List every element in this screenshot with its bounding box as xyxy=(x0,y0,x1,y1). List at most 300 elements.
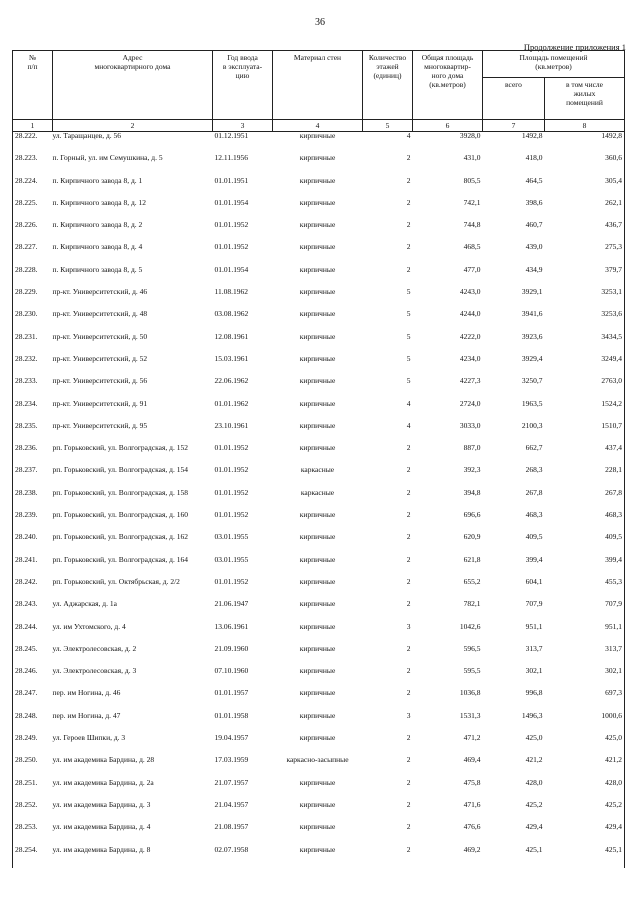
row-total-area: 744,8 xyxy=(463,220,481,230)
row-number: 28.245. xyxy=(13,645,53,667)
row-year: 01.01.1952 xyxy=(214,443,249,453)
row-number: 28.229. xyxy=(13,288,53,310)
row-number: 28.226. xyxy=(13,221,53,243)
table-row xyxy=(13,578,625,600)
row-address: рп. Горьковский, ул. Волгоградская, д. 158 xyxy=(52,487,188,497)
table-row xyxy=(13,823,625,845)
row-number: 28.251. xyxy=(13,779,53,801)
row-premises-residential: 302,1 xyxy=(545,667,625,689)
row-floors: 2 xyxy=(406,153,411,163)
row-material: кирпичные xyxy=(299,131,336,140)
row-material: кирпичные xyxy=(299,264,336,274)
row-material: кирпичные xyxy=(299,353,336,363)
row-premises-residential: 1492,8 xyxy=(545,132,625,155)
row-total-area: 3033,0 xyxy=(459,420,481,430)
row-premises-residential: 3253,1 xyxy=(545,288,625,310)
row-material: кирпичные xyxy=(299,777,336,787)
table-row xyxy=(13,511,625,533)
row-number: 28.243. xyxy=(13,600,53,622)
row-total-area: 782,1 xyxy=(463,599,481,609)
row-address: ул. им академика Бардина, д. 8 xyxy=(52,844,151,854)
row-total-area: 621,8 xyxy=(463,554,481,564)
table-row xyxy=(13,846,625,868)
row-floors: 2 xyxy=(406,844,411,854)
row-premises-all: 439,0 xyxy=(525,242,543,252)
row-premises-all: 428,0 xyxy=(525,777,543,787)
table-row xyxy=(13,466,625,488)
row-material: кирпичные xyxy=(299,197,336,207)
row-total-area: 1036,8 xyxy=(459,688,481,698)
row-total-area: 471,2 xyxy=(463,733,481,743)
row-premises-residential: 1510,7 xyxy=(545,422,625,444)
row-total-area: 471,6 xyxy=(463,799,481,809)
row-address: пр-кт. Университетский, д. 56 xyxy=(52,376,148,386)
row-floors: 2 xyxy=(406,688,411,698)
row-floors: 5 xyxy=(406,353,411,363)
row-total-area: 655,2 xyxy=(463,576,481,586)
row-material: кирпичные xyxy=(299,420,336,430)
table-row xyxy=(13,645,625,667)
row-floors: 4 xyxy=(406,398,411,408)
row-premises-all: 425,2 xyxy=(525,799,543,809)
row-floors: 2 xyxy=(406,487,411,497)
table-row xyxy=(13,623,625,645)
row-material: кирпичные xyxy=(299,153,336,163)
row-year: 01.01.1957 xyxy=(214,688,249,698)
row-premises-all: 3929,1 xyxy=(521,287,543,297)
column-number: 7 xyxy=(483,120,545,132)
row-material: кирпичные xyxy=(299,443,336,453)
row-year: 03.01.1955 xyxy=(214,532,249,542)
row-year: 03.01.1955 xyxy=(214,554,249,564)
row-total-area: 887,0 xyxy=(463,443,481,453)
row-year: 21.08.1957 xyxy=(214,822,249,832)
row-address: рп. Горьковский, ул. Октябрьская, д. 2/2 xyxy=(52,576,180,586)
row-address: п. Горный, ул. им Семушкина, д. 5 xyxy=(52,153,163,163)
table-row xyxy=(13,400,625,422)
row-premises-all: 1496,3 xyxy=(521,710,543,720)
column-number: 1 xyxy=(13,120,53,132)
row-number: 28.225. xyxy=(13,199,53,221)
table-row xyxy=(13,243,625,265)
table-row xyxy=(13,734,625,756)
row-floors: 2 xyxy=(406,197,411,207)
row-premises-all: 267,8 xyxy=(525,487,543,497)
row-year: 11.08.1962 xyxy=(214,287,248,297)
row-premises-residential: 3434,5 xyxy=(545,333,625,355)
row-premises-all: 707,9 xyxy=(525,599,543,609)
row-premises-residential: 421,2 xyxy=(545,756,625,778)
row-floors: 2 xyxy=(406,465,411,475)
row-number: 28.253. xyxy=(13,823,53,845)
row-year: 01.01.1962 xyxy=(214,398,249,408)
table-body xyxy=(13,132,625,868)
row-number: 28.232. xyxy=(13,355,53,377)
row-floors: 2 xyxy=(406,510,411,520)
row-material: кирпичные xyxy=(299,398,336,408)
row-floors: 3 xyxy=(406,710,411,720)
row-number: 28.240. xyxy=(13,533,53,555)
row-material: кирпичные xyxy=(299,844,336,854)
row-premises-all: 268,3 xyxy=(525,465,543,475)
row-address: п. Кирпичного завода 8, д. 1 xyxy=(52,175,143,185)
row-year: 01.12.1951 xyxy=(214,131,249,140)
table-row xyxy=(13,712,625,734)
row-address: ул. им академика Бардина, д. 4 xyxy=(52,822,151,832)
row-total-area: 742,1 xyxy=(463,197,481,207)
row-material: кирпичные xyxy=(299,576,336,586)
row-number: 28.224. xyxy=(13,177,53,199)
table-row xyxy=(13,689,625,711)
row-material: кирпичные xyxy=(299,554,336,564)
row-premises-residential: 1524,2 xyxy=(545,400,625,422)
row-floors: 2 xyxy=(406,175,411,185)
row-total-area: 431,0 xyxy=(463,153,481,163)
row-address: п. Кирпичного завода 8, д. 2 xyxy=(52,220,143,230)
row-floors: 2 xyxy=(406,755,411,765)
row-number: 28.237. xyxy=(13,466,53,488)
row-premises-all: 398,6 xyxy=(525,197,543,207)
row-premises-all: 421,2 xyxy=(525,755,543,765)
row-year: 01.01.1952 xyxy=(214,487,249,497)
row-year: 01.01.1952 xyxy=(214,510,249,520)
row-material: каркасно-засыпные xyxy=(286,755,349,765)
continuation-label: Продолжение приложения 1 xyxy=(523,42,626,52)
row-year: 13.06.1961 xyxy=(214,621,249,631)
row-year: 23.10.1961 xyxy=(214,420,249,430)
row-number: 28.247. xyxy=(13,689,53,711)
table-row xyxy=(13,355,625,377)
column-number-row xyxy=(13,120,625,132)
header-no: № п/п xyxy=(13,51,53,120)
row-total-area: 477,0 xyxy=(463,264,481,274)
row-floors: 4 xyxy=(406,420,411,430)
row-material: каркасные xyxy=(300,465,335,475)
row-floors: 5 xyxy=(406,309,411,319)
row-total-area: 4222,0 xyxy=(459,331,481,341)
row-year: 22.06.1962 xyxy=(214,376,249,386)
header-year: Год ввода в эксплуата- цию xyxy=(213,51,273,120)
row-year: 12.11.1956 xyxy=(214,153,248,163)
row-year: 21.04.1957 xyxy=(214,799,249,809)
row-premises-all: 425,0 xyxy=(525,733,543,743)
row-total-area: 4234,0 xyxy=(459,353,481,363)
row-total-area: 2724,0 xyxy=(459,398,481,408)
column-number: 8 xyxy=(545,120,625,132)
table-row xyxy=(13,310,625,332)
row-floors: 2 xyxy=(406,799,411,809)
row-address: пр-кт. Университетский, д. 46 xyxy=(52,287,148,297)
row-floors: 2 xyxy=(406,242,411,252)
row-number: 28.242. xyxy=(13,578,53,600)
row-total-area: 620,9 xyxy=(463,532,481,542)
row-floors: 2 xyxy=(406,666,411,676)
row-premises-all: 1492,8 xyxy=(521,131,543,140)
table-row xyxy=(13,801,625,823)
row-address: ул. Электролесовская, д. 2 xyxy=(52,643,137,653)
row-premises-all: 1963,5 xyxy=(521,398,543,408)
row-premises-all: 429,4 xyxy=(525,822,543,832)
row-premises-residential: 262,1 xyxy=(545,199,625,221)
row-floors: 5 xyxy=(406,376,411,386)
table-row xyxy=(13,333,625,355)
row-total-area: 1042,6 xyxy=(459,621,481,631)
row-number: 28.248. xyxy=(13,712,53,734)
row-address: рп. Горьковский, ул. Волгоградская, д. 152 xyxy=(52,443,188,453)
row-number: 28.227. xyxy=(13,243,53,265)
row-premises-residential: 697,3 xyxy=(545,689,625,711)
row-year: 17.03.1959 xyxy=(214,755,249,765)
row-year: 01.01.1952 xyxy=(214,465,249,475)
row-address: п. Кирпичного завода 8, д. 5 xyxy=(52,264,143,274)
row-premises-all: 662,7 xyxy=(525,443,543,453)
table-row xyxy=(13,600,625,622)
row-number: 28.235. xyxy=(13,422,53,444)
row-material: кирпичные xyxy=(299,532,336,542)
row-material: кирпичные xyxy=(299,331,336,341)
row-year: 12.08.1961 xyxy=(214,331,249,341)
row-premises-residential: 2763,0 xyxy=(545,377,625,399)
row-premises-residential: 379,7 xyxy=(545,266,625,288)
row-address: пр-кт. Университетский, д. 48 xyxy=(52,309,148,319)
row-total-area: 3928,0 xyxy=(459,131,481,140)
row-premises-residential: 313,7 xyxy=(545,645,625,667)
header-premises-area: Площадь помещений (кв.метров) xyxy=(483,51,625,78)
row-total-area: 1531,3 xyxy=(459,710,481,720)
row-premises-all: 418,0 xyxy=(525,153,543,163)
row-premises-residential: 1000,6 xyxy=(545,712,625,734)
row-total-area: 4227,3 xyxy=(459,376,481,386)
page-number: 36 xyxy=(315,17,325,28)
row-year: 15.03.1961 xyxy=(214,353,249,363)
row-year: 02.07.1958 xyxy=(214,844,249,854)
row-floors: 2 xyxy=(406,532,411,542)
row-premises-all: 604,1 xyxy=(525,576,543,586)
row-year: 01.01.1954 xyxy=(214,197,249,207)
row-floors: 2 xyxy=(406,599,411,609)
row-address: ул. Аджарская, д. 1а xyxy=(52,599,117,609)
row-year: 07.10.1960 xyxy=(214,666,249,676)
row-premises-residential: 267,8 xyxy=(545,489,625,511)
row-premises-all: 313,7 xyxy=(525,643,543,653)
row-total-area: 475,8 xyxy=(463,777,481,787)
row-total-area: 4244,0 xyxy=(459,309,481,319)
row-number: 28.223. xyxy=(13,154,53,176)
row-material: каркасные xyxy=(300,487,335,497)
row-number: 28.238. xyxy=(13,489,53,511)
row-floors: 2 xyxy=(406,554,411,564)
table-row xyxy=(13,779,625,801)
row-floors: 5 xyxy=(406,287,411,297)
row-address: пр-кт. Университетский, д. 95 xyxy=(52,420,148,430)
row-premises-all: 3250,7 xyxy=(521,376,543,386)
row-floors: 2 xyxy=(406,576,411,586)
row-material: кирпичные xyxy=(299,733,336,743)
row-address: п. Кирпичного завода 8, д. 4 xyxy=(52,242,143,252)
table-row xyxy=(13,199,625,221)
row-premises-all: 399,4 xyxy=(525,554,543,564)
row-year: 01.01.1952 xyxy=(214,220,249,230)
row-total-area: 805,5 xyxy=(463,175,481,185)
row-floors: 4 xyxy=(406,131,411,140)
row-premises-residential: 360,6 xyxy=(545,154,625,176)
table-row xyxy=(13,489,625,511)
row-number: 28.250. xyxy=(13,756,53,778)
table-row xyxy=(13,177,625,199)
row-total-area: 696,6 xyxy=(463,510,481,520)
row-material: кирпичные xyxy=(299,621,336,631)
table-row xyxy=(13,533,625,555)
row-material: кирпичные xyxy=(299,710,336,720)
row-number: 28.228. xyxy=(13,266,53,288)
row-number: 28.249. xyxy=(13,734,53,756)
row-material: кирпичные xyxy=(299,822,336,832)
row-premises-residential: 707,9 xyxy=(545,600,625,622)
column-number: 5 xyxy=(363,120,413,132)
row-premises-residential: 228,1 xyxy=(545,466,625,488)
row-premises-all: 464,5 xyxy=(525,175,543,185)
row-premises-all: 434,9 xyxy=(525,264,543,274)
table-row xyxy=(13,377,625,399)
row-material: кирпичные xyxy=(299,287,336,297)
row-premises-residential: 305,4 xyxy=(545,177,625,199)
row-year: 21.07.1957 xyxy=(214,777,249,787)
column-number: 2 xyxy=(53,120,213,132)
row-number: 28.236. xyxy=(13,444,53,466)
row-address: ул. им академика Бардина, д. 3 xyxy=(52,799,151,809)
table-row xyxy=(13,132,625,155)
row-total-area: 595,5 xyxy=(463,666,481,676)
row-year: 03.08.1962 xyxy=(214,309,249,319)
row-total-area: 469,4 xyxy=(463,755,481,765)
row-premises-all: 2100,3 xyxy=(521,420,543,430)
row-material: кирпичные xyxy=(299,599,336,609)
row-total-area: 4243,0 xyxy=(459,287,481,297)
column-number: 4 xyxy=(273,120,363,132)
row-address: пр-кт. Университетский, д. 50 xyxy=(52,331,148,341)
table-row xyxy=(13,221,625,243)
row-premises-residential: 3249,4 xyxy=(545,355,625,377)
row-total-area: 468,5 xyxy=(463,242,481,252)
row-address: пр-кт. Университетский, д. 52 xyxy=(52,353,148,363)
table-row xyxy=(13,154,625,176)
row-number: 28.233. xyxy=(13,377,53,399)
row-material: кирпичные xyxy=(299,376,336,386)
column-number: 6 xyxy=(413,120,483,132)
row-number: 28.252. xyxy=(13,801,53,823)
row-address: ул. им академика Бардина, д. 2а xyxy=(52,777,154,787)
header-address: Адрес многоквартирного дома xyxy=(53,51,213,120)
row-premises-residential: 437,4 xyxy=(545,444,625,466)
row-premises-residential: 425,0 xyxy=(545,734,625,756)
row-total-area: 469,2 xyxy=(463,844,481,854)
row-premises-residential: 429,4 xyxy=(545,823,625,845)
row-year: 21.09.1960 xyxy=(214,643,249,653)
row-year: 19.04.1957 xyxy=(214,733,249,743)
row-year: 01.01.1952 xyxy=(214,242,249,252)
row-material: кирпичные xyxy=(299,220,336,230)
row-premises-residential: 3253,6 xyxy=(545,310,625,332)
table-row xyxy=(13,422,625,444)
row-material: кирпичные xyxy=(299,242,336,252)
table-row xyxy=(13,444,625,466)
row-premises-residential: 436,7 xyxy=(545,221,625,243)
row-year: 01.01.1951 xyxy=(214,175,249,185)
row-floors: 2 xyxy=(406,264,411,274)
row-number: 28.231. xyxy=(13,333,53,355)
row-year: 01.01.1952 xyxy=(214,576,249,586)
table-row xyxy=(13,756,625,778)
row-premises-all: 3941,6 xyxy=(521,309,543,319)
row-floors: 2 xyxy=(406,822,411,832)
row-material: кирпичные xyxy=(299,175,336,185)
row-year: 21.06.1947 xyxy=(214,599,249,609)
row-premises-residential: 425,2 xyxy=(545,801,625,823)
row-premises-residential: 455,3 xyxy=(545,578,625,600)
row-address: п. Кирпичного завода 8, д. 12 xyxy=(52,197,147,207)
row-premises-all: 460,7 xyxy=(525,220,543,230)
header-premises-all: всего xyxy=(483,78,545,120)
row-premises-all: 951,1 xyxy=(525,621,543,631)
row-premises-residential: 951,1 xyxy=(545,623,625,645)
table-row xyxy=(13,288,625,310)
row-floors: 2 xyxy=(406,220,411,230)
table-row xyxy=(13,667,625,689)
row-floors: 2 xyxy=(406,443,411,453)
table-row xyxy=(13,556,625,578)
row-floors: 2 xyxy=(406,777,411,787)
row-address: ул. Таращанцев, д. 56 xyxy=(52,131,122,140)
row-material: кирпичные xyxy=(299,666,336,676)
row-premises-residential: 399,4 xyxy=(545,556,625,578)
row-address: ул. им Ухтомского, д. 4 xyxy=(52,621,126,631)
row-year: 01.01.1954 xyxy=(214,264,249,274)
row-number: 28.241. xyxy=(13,556,53,578)
row-premises-all: 3923,6 xyxy=(521,331,543,341)
row-premises-all: 3929,4 xyxy=(521,353,543,363)
column-number: 3 xyxy=(213,120,273,132)
row-address: ул. Героев Шипки, д. 3 xyxy=(52,733,126,743)
row-address: пер. им Ногина, д. 46 xyxy=(52,688,121,698)
row-premises-all: 302,1 xyxy=(525,666,543,676)
row-number: 28.254. xyxy=(13,846,53,868)
row-number: 28.246. xyxy=(13,667,53,689)
row-premises-residential: 425,1 xyxy=(545,846,625,868)
row-premises-all: 409,5 xyxy=(525,532,543,542)
row-address: рп. Горьковский, ул. Волгоградская, д. 162 xyxy=(52,532,188,542)
header-floors: Количество этажей (единиц) xyxy=(363,51,413,120)
table-row xyxy=(13,266,625,288)
row-number: 28.239. xyxy=(13,511,53,533)
row-address: ул. Электролесовская, д. 3 xyxy=(52,666,137,676)
row-address: ул. им академика Бардина, д. 28 xyxy=(52,755,155,765)
row-address: пр-кт. Университетский, д. 91 xyxy=(52,398,148,408)
row-address: рп. Горьковский, ул. Волгоградская, д. 154 xyxy=(52,465,188,475)
row-total-area: 476,6 xyxy=(463,822,481,832)
header-total-area: Общая площадь многоквартир- ного дома (кв.метров) xyxy=(413,51,483,120)
row-premises-all: 468,3 xyxy=(525,510,543,520)
row-number: 28.244. xyxy=(13,623,53,645)
row-number: 28.222. xyxy=(13,132,53,155)
row-floors: 2 xyxy=(406,643,411,653)
header-premises-residential: в том числе жилых помещений xyxy=(545,78,625,120)
row-premises-residential: 428,0 xyxy=(545,779,625,801)
row-premises-all: 425,1 xyxy=(525,844,543,854)
row-floors: 5 xyxy=(406,331,411,341)
row-year: 01.01.1958 xyxy=(214,710,249,720)
row-floors: 3 xyxy=(406,621,411,631)
row-number: 28.234. xyxy=(13,400,53,422)
